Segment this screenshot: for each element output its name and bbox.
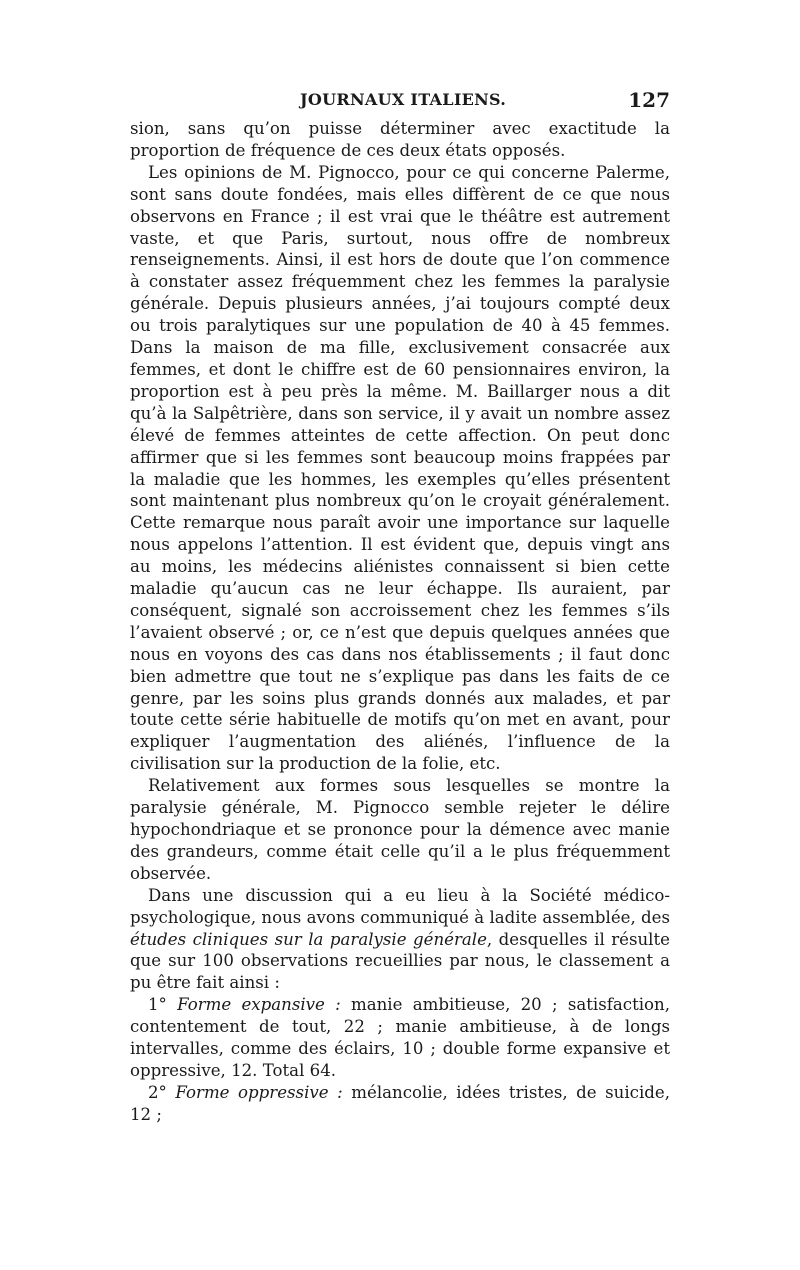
paragraph-pignocco-opinions: Les opinions de M. Pignocco, pour ce qui concerne Palerme, sont sans doute fondées, mais elles diffèrent de ce que nous observons en France ; il est vrai que le théâtre est autrement vaste, et que Paris, surtout, nous offre de nombreux renseignements. Ainsi, il est hors de doute que l’on commence à constater assez fréquemment chez les femmes la paralysie générale. Depuis plusieurs années, j’ai toujours compté deux ou trois paralytiques sur une population de 40 à 45 femmes. Dans la maison de ma fille, exclusivement consacrée aux femmes, et dont le chiffre est de 60 pensionnaires environ, la proportion est à peu près la même. M. Baillarger nous a dit qu’à la Salpêtrière, dans son service, il y avait un nombre assez élevé de femmes atteintes de cette affection. On peut donc affirmer que si les femmes sont beaucoup moins frappées par la maladie que les hommes, les exemples qu’elles présentent sont maintenant plus nombreux qu’on le croyait généralement. Cette remarque nous paraît avoir une importance sur laquelle nous appelons l’attention. Il est évident que, depuis vingt ans au moins, les médecins aliénistes connaissent si bien cette maladie qu’aucun cas ne leur échappe. Ils auraient, par conséquent, signalé son accroissement chez les femmes s’ils l’avaient observé ; or, ce n’est que depuis quelques années que nous en voyons des cas dans nos établissements ; il faut donc bien admettre que tout ne s’explique pas dans les faits de ce genre, par les soins plus grands donnés aux malades, et par toute cette série habituelle de motifs qu’on met en avant, pour expliquer l’augmentation des aliénés, l’influence de la civilisation sur la production de la folie, etc. — [130, 162, 670, 774]
expansive-number: 1° — [148, 995, 178, 1015]
oppressive-label: Forme oppressive : — [175, 1082, 343, 1102]
expansive-text: manie ambitieuse, 20 ; satisfaction, contentement de tout, 22 ; manie ambitieuse, à de longs intervalles, comme des éclairs, 10 ; double forme expansive et oppressive, 12. Total 64. — [130, 995, 671, 1080]
paragraph-discussion — [130, 885, 670, 995]
page-header — [130, 90, 670, 116]
paragraph-expansive-form — [130, 994, 670, 1082]
oppressive-text: mélancolie, idées tristes, de suicide, 12 ; — [130, 1082, 670, 1124]
running-title: JOURNAUX ITALIENS. — [300, 90, 507, 109]
oppressive-number: 2° — [148, 1082, 176, 1102]
paragraph-continuation: sion, sans qu’on puisse déterminer avec exactitude la proportion de fréquence de ces deux états opposés. — [130, 119, 670, 160]
book-page — [130, 90, 670, 1126]
paragraph-discussion-after: , desquelles il résulte que sur 100 observations recueillies par nous, le classement a pu être fait ainsi : — [130, 929, 670, 993]
paragraph-discussion-title: études cliniques sur la paralysie générale — [130, 929, 487, 949]
expansive-label: Forme expansive : — [177, 995, 341, 1015]
paragraph-oppressive-form — [130, 1082, 670, 1126]
paragraph-forms: Relativement aux formes sous lesquelles se montre la paralysie générale, M. Pignocco semble rejeter le délire hypochondriaque et se prononce pour la démence avec manie des grandeurs, comme était celle qu’il a le plus fréquemment observée. — [130, 776, 670, 883]
page-number: 127 — [628, 88, 670, 112]
body-text — [130, 118, 670, 1126]
paragraph-discussion-before: Dans une discussion qui a eu lieu à la Société médico-psychologique, nous avons communiqué à ladite assemblée, des — [130, 885, 670, 927]
